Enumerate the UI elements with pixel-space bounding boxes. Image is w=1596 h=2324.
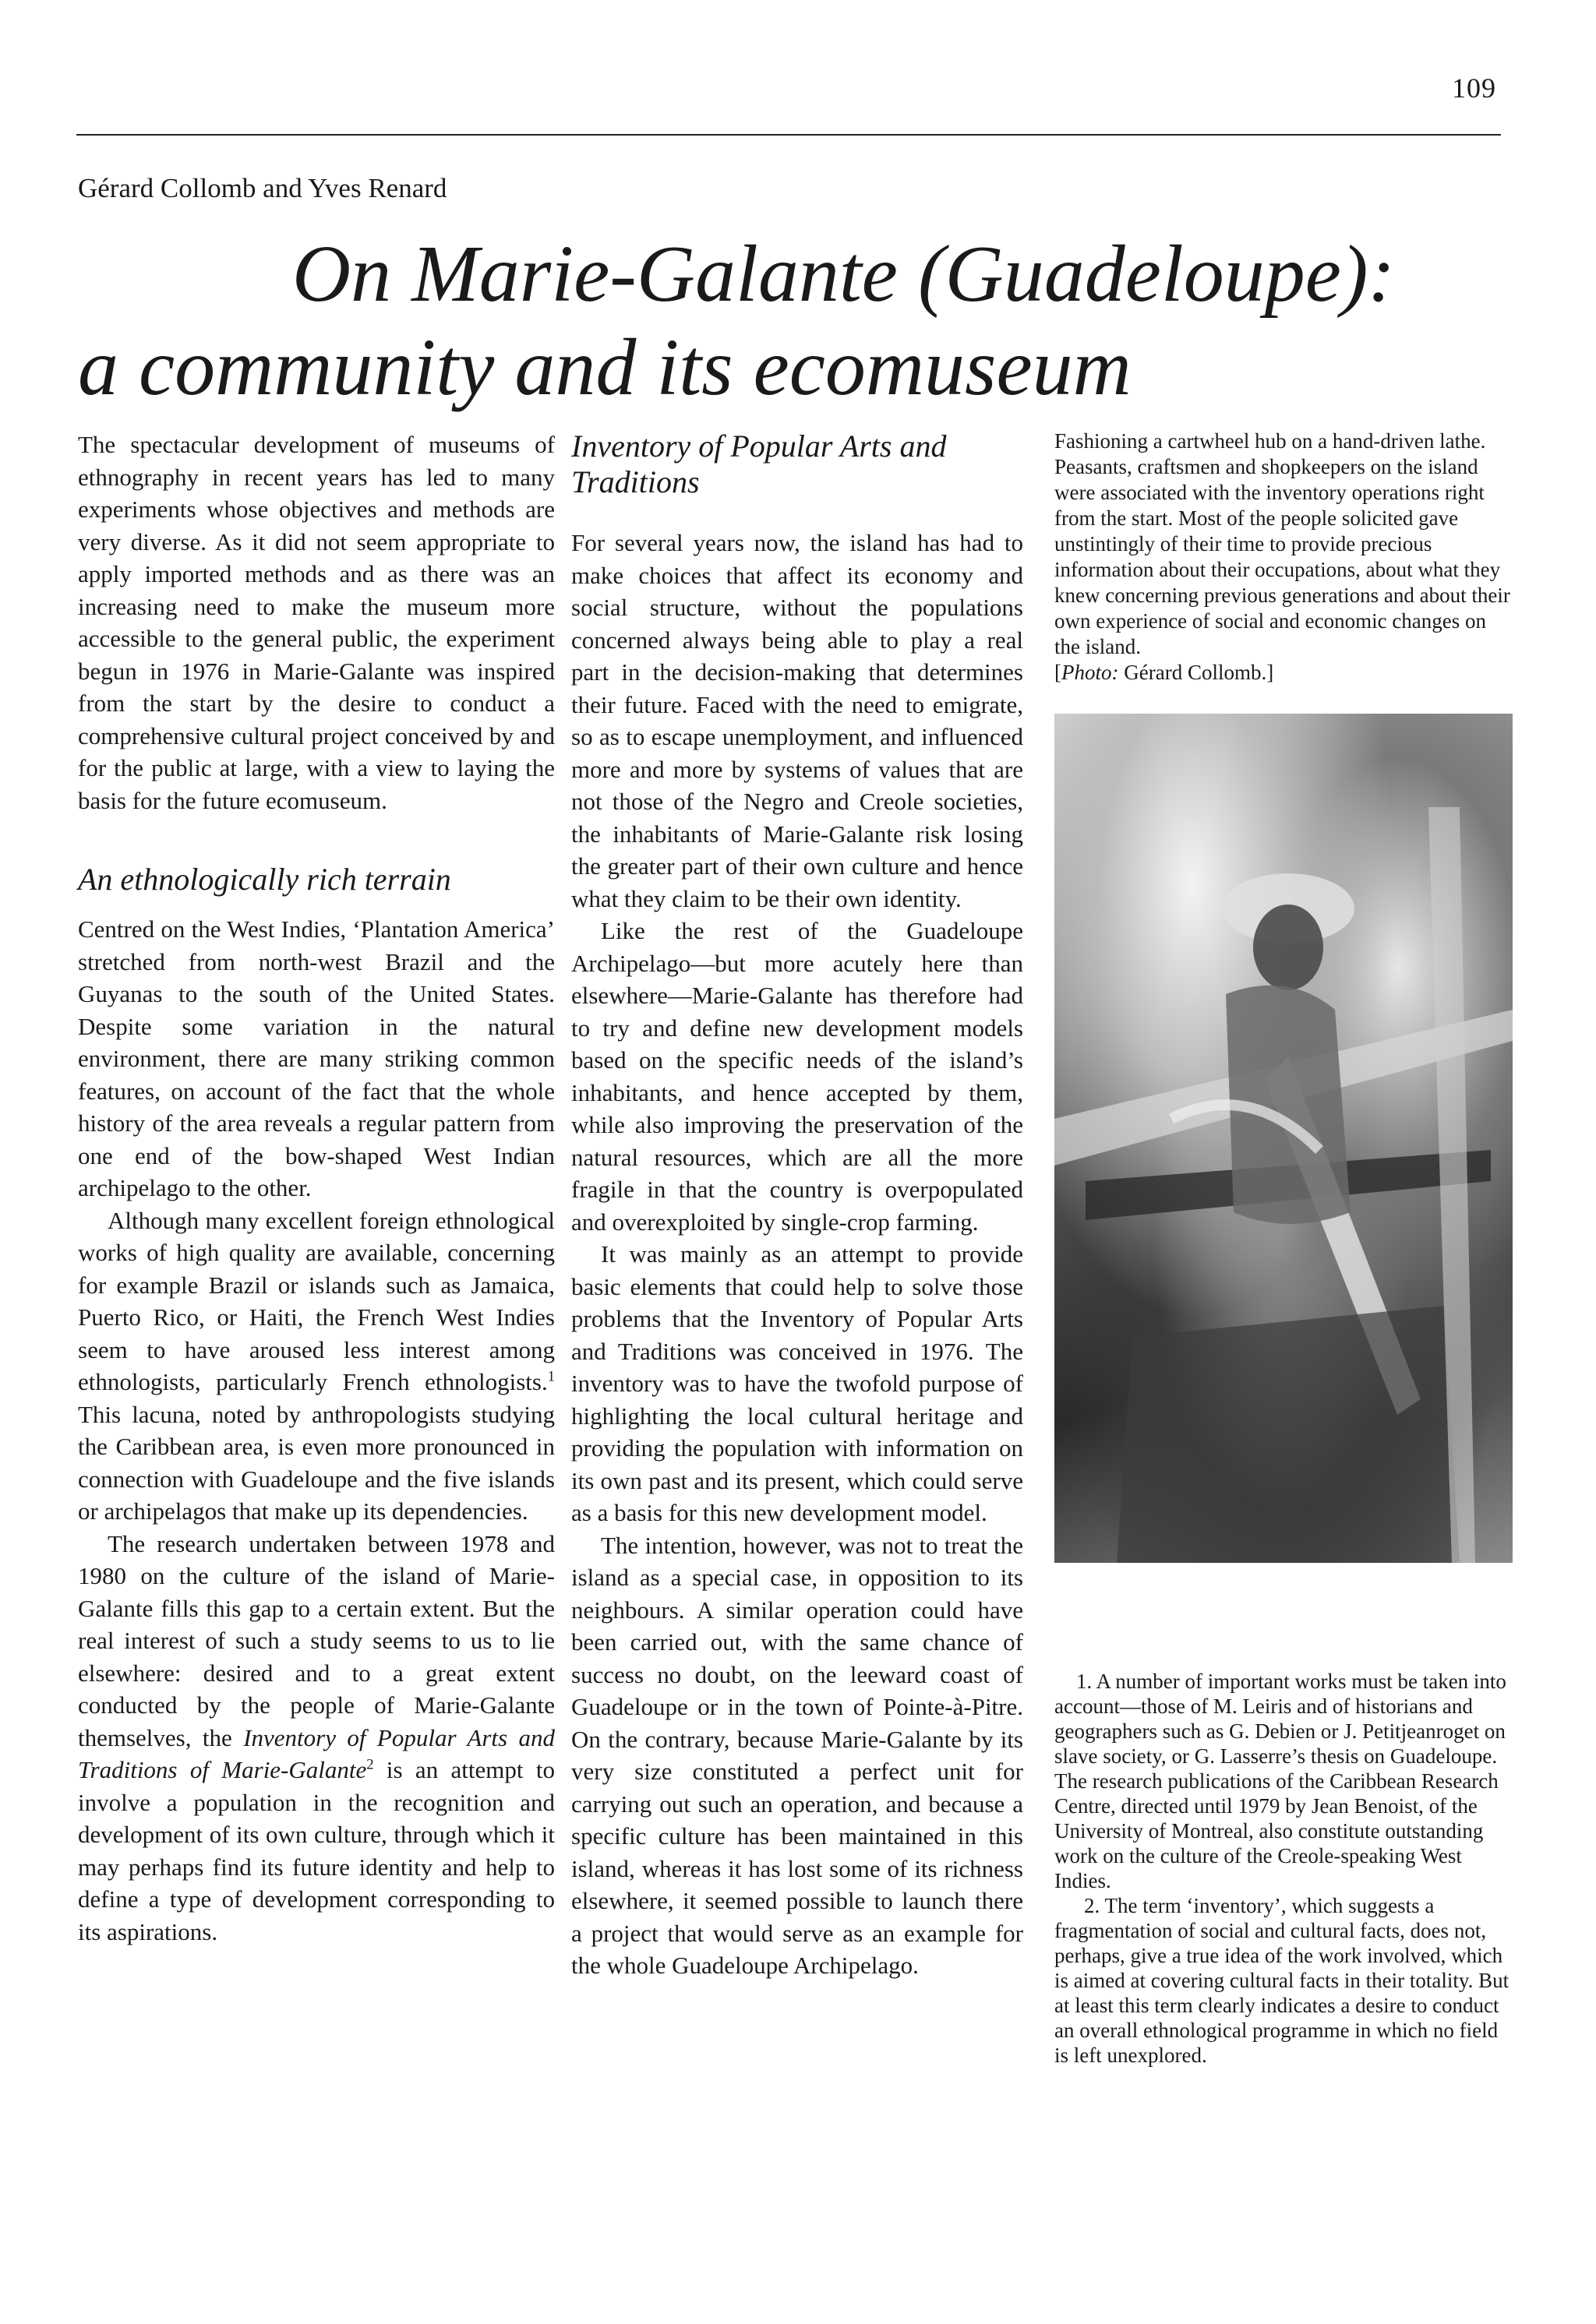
photo-credit-label: Photo:	[1061, 661, 1119, 684]
header-rule	[76, 134, 1501, 136]
footnote-2: 2. The term ‘inventory’, which suggests a fragmentation of social and cultural facts, does not, perhaps, give a true idea of the work involved, which is aimed at covering cultural facts in their totality. But at least this term clearly indicates a desire to conduct an overall ethnological programme in which no field is left unexplored.	[1054, 1894, 1509, 2067]
photo-credit-name: Gérard Collomb.	[1124, 661, 1267, 684]
footnote-ref-2: 2	[366, 1756, 374, 1773]
section-heading-terrain: An ethnologically rich terrain	[78, 862, 451, 897]
section-heading-inventory: Inventory of Popular Arts and Traditions	[571, 428, 947, 499]
article-title-line-2: a community and its ecomuseum	[78, 323, 1132, 412]
intro-paragraph: The spectacular development of museums of ethnography in recent years has led to many experiments whose objectives and methods are very diverse. As it did not seem appropriate to apply imported methods and as there was an increasing need to make the museum more accessible to the general public, the experiment begun in 1976 in Marie-Galante was inspired from the start by the desire to conduct a comprehensive cultural project conceived by and for the public at large, with a view to laying the basis for the future ecomuseum.	[78, 431, 555, 814]
body-paragraph: The intention, however, was not to treat the island as a special case, in opposition to its neighbours. A similar operation could have been carried out, with the same chance of success no doubt, on the leeward coast of Guadeloupe or in the town of Pointe-à-Pitre. On the contrary, because Marie-Galante by its very size constituted a perfect unit for carrying out such an operation, and because a specific culture has been maintained in this island, whereas it has lost some of its richness elsewhere, it seemed possible to launch there a project that would serve as an example for the whole Guadeloupe Archipelago.	[571, 1531, 1023, 1979]
page-number: 109	[1452, 72, 1496, 104]
column-2	[571, 428, 1023, 1982]
photo-caption: Fashioning a cartwheel hub on a hand-driven lathe. Peasants, craftsmen and shopkeepers on the island were associated with the inventory operations right from the start. Most of the people solicited gave unstintingly of their time to provide precious information about their occupations, about what they knew concerning previous generations and about their own experience of social and economic changes on the island. [Photo: Gérard Collomb.]	[1054, 429, 1510, 684]
lathe-photograph	[1054, 714, 1513, 1563]
body-paragraph: For several years now, the island has had to make choices that affect its economy and social structure, without the populations concerned always being able to play a real part in the decision-making that determines their future. Faced with the need to emigrate, so as to escape unemployment, and influenced more and more by systems of values that are not those of the Negro and Creole societies, the inhabitants of Marie-Galante risk losing the greater part of their own culture and hence what they claim to be their own identity.	[571, 529, 1023, 912]
column-3	[1054, 428, 1516, 2068]
body-paragraph: It was mainly as an attempt to provide basic elements that could help to solve those problems that the Inventory of Popular Arts and Traditions was conceived in 1976. The inventory was to have the twofold purpose of highlighting the local cultural heritage and providing the population with information on its own past and its present, which could serve as a basis for this new development model.	[571, 1240, 1023, 1526]
footnote-ref-1: 1	[547, 1368, 555, 1385]
inventory-title: Inventory of Popular Arts and Traditions of Marie-Galante	[78, 1723, 555, 1783]
body-paragraph: The research undertaken between 1978 and 1980 on the culture of the island of Marie-Galante fills this gap to a certain extent. But the real interest of such a study seems to us to lie elsewhere: desired and to a great extent conducted by the people of Marie-Galante themselves, the Inventory of Popular Arts and Traditions of Marie-Galante$^2$ is an attempt to involve a population in the recognition and development of its own culture, through which it may perhaps find its future identity and help to define a type of development corresponding to its aspirations.	[78, 1529, 555, 1945]
article-title-line-1: On Marie-Galante (Guadeloupe):	[292, 229, 1396, 319]
footnotes	[1054, 1669, 1516, 2068]
lathe-photo-graphic	[1054, 714, 1513, 1563]
column-1	[78, 428, 555, 1948]
body-paragraph: Although many excellent foreign ethnological works of high quality are available, concerning for example Brazil or islands such as Jamaica, Puerto Rico, or Haiti, the French West Indies seem to have aroused less interest among ethnologists, particularly French ethnologists.$^1$ This lacuna, noted by anthropologists studying the Caribbean area, is even more pronounced in connection with Guadeloupe and the five islands or archipelagos that make up its dependencies.	[78, 1206, 555, 1525]
article-authors: Gérard Collomb and Yves Renard	[78, 173, 447, 203]
footnote-1: 1. A number of important works must be taken into account—those of M. Leiris and of historians and geographers such as G. Debien or J. Petitjeanroget on slave society, or G. Lasserre’s thesis on Guadeloupe. The research publications of the Caribbean Research Centre, directed until 1979 by Jean Benoist, of the University of Montreal, also constitute outstanding work on the culture of the Creole-speaking West Indies.	[1054, 1670, 1506, 1892]
body-paragraph: Like the rest of the Guadeloupe Archipelago—but more acutely here than elsewhere—Marie-Galante has therefore had to try and define new development models based on the specific needs of the island’s inhabitants, and hence accepted by them, while also improving the preservation of the natural resources, which are all the more fragile in that the country is overpopulated and overexploited by single-crop farming.	[571, 917, 1023, 1236]
body-paragraph: Centred on the West Indies, ‘Plantation America’ stretched from north-west Brazil and the Guyanas to the south of the United States. Despite some variation in the natural environment, there are many striking common features, on account of the fact that the whole history of the area reveals a regular pattern from one end of the bow-shaped West Indian archipelago to the other.	[78, 915, 555, 1201]
